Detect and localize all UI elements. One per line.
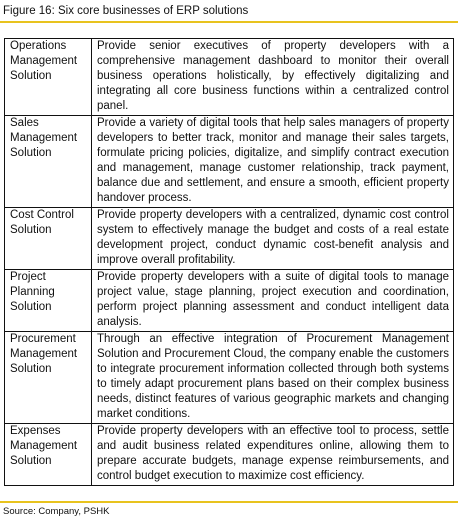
solution-name: Project Planning Solution — [5, 270, 92, 332]
solution-description: Provide senior executives of property developers with a comprehensive management dashboard to monitor their overall business operations holistically, by effectively digitalizing and integrating all core business functions within a centralized control panel. — [92, 39, 454, 116]
figure-title: Figure 16: Six core businesses of ERP solutions — [3, 5, 249, 17]
solution-description: Through an effective integration of Procurement Management Solution and Procurement Cloud, the company enable the customers to integrate procurement information collected through both systems to timely adapt procurement plans based on their complex business needs, distinct features of various geographic markets and changing market conditions. — [92, 332, 454, 424]
footer-divider — [0, 501, 458, 503]
table-row — [5, 116, 454, 208]
solution-name: Operations Management Solution — [5, 39, 92, 116]
table-row — [5, 270, 454, 332]
solution-name: Expenses Management Solution — [5, 424, 92, 486]
solution-description: Provide property developers with a suite of digital tools to manage project value, stage planning, project execution and coordination, perform project planning assessment and conduct intelligent data analysis. — [92, 270, 454, 332]
table-row — [5, 208, 454, 270]
solution-description: Provide property developers with an effective tool to process, settle and audit business related expenditures online, allowing them to prepare accurate budgets, manage expense reimbursements, and control budget execution to maximize cost efficiency. — [92, 424, 454, 486]
table-row — [5, 332, 454, 424]
solution-description: Provide property developers with a centralized, dynamic cost control system to effectively manage the budget and costs of a real estate development project, conduct dynamic cost-benefit analysis and improve overall profitability. — [92, 208, 454, 270]
source-note: Source: Company, PSHK — [3, 506, 110, 517]
title-divider — [0, 21, 458, 23]
table-row — [5, 39, 454, 116]
solution-name: Procurement Management Solution — [5, 332, 92, 424]
solution-name: Cost Control Solution — [5, 208, 92, 270]
solution-name: Sales Management Solution — [5, 116, 92, 208]
table-row — [5, 424, 454, 486]
solution-description: Provide a variety of digital tools that help sales managers of property developers to better track, monitor and manage their sales targets, formulate pricing policies, digitalize, and simplify contract execution and management, manage customer relationship, track payment, balance due and settlement, and ensure a smooth, efficient property handover process. — [92, 116, 454, 208]
erp-solutions-table — [4, 38, 454, 486]
